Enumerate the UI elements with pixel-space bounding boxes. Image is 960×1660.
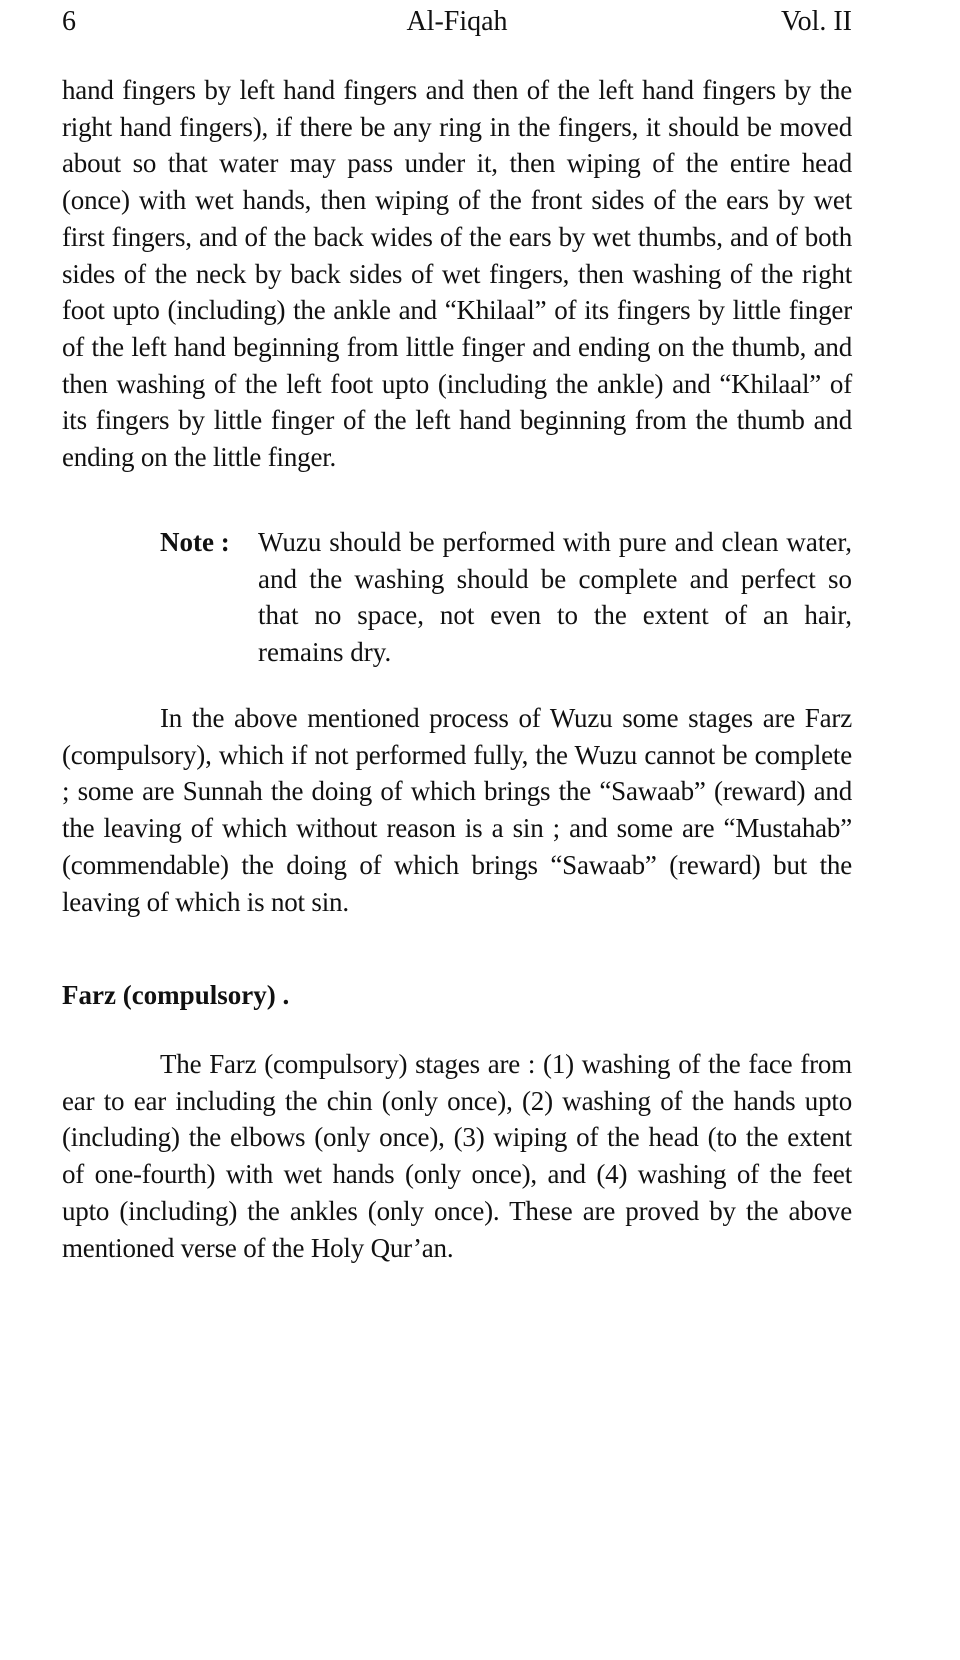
paragraph-wuzu-process: hand fingers by left hand fingers and then of the left hand fingers by the right hand fingers), if there be any ring in the fingers, it should be moved about so that water may pass under it, then wiping of the entire head (once) with wet hands, then wiping of the front sides of the ears by wet first fingers, and of the back wides of the ears by wet thumbs, and of both sides of the neck by back sides of wet fingers, then washing of the right foot upto (including) the ankle and “Khilaal” of its fingers by little finger of the left hand beginning from little finger and ending on the thumb, and then washing of the left foot upto (including the ankle) and “Khilaal” of its fingers by little finger of the left hand beginning from the thumb and ending on the little finger. — [62, 75, 852, 473]
running-header — [62, 2, 852, 42]
note-text: Wuzu should be performed with pure and clean water, and the washing should be complete and perfect so that no space, not even to the extent of an hair, remains dry. — [258, 527, 852, 667]
volume-label: Vol. II — [780, 6, 852, 37]
paragraph-farz-stages: The Farz (compulsory) stages are : (1) washing of the face from ear to ear including the chin (only once), (2) washing of the hands upto (including) the elbows (only once), (3) wiping of the head (to the extent of one-fourth) with wet hands (only once), and (4) washing of the feet upto (including) the ankles (only once). These are proved by the above mentioned verse of the Holy Qur’an. — [62, 1049, 852, 1263]
section-heading: Farz (compulsory) . — [62, 980, 290, 1010]
paragraph-stages: In the above mentioned process of Wuzu some stages are Farz (compulsory), which if not performed fully, the Wuzu cannot be complete ; some are Sunnah the doing of which brings the “Sawaab” (reward) and the leaving of which without reason is a sin ; and some are “Mustahab” (commendable) the doing of which brings “Sawaab” (reward) but the leaving of which is not sin. — [62, 703, 852, 917]
page-number: 6 — [62, 6, 76, 37]
note-block — [160, 524, 852, 670]
book-title: Al-Fiqah — [406, 6, 508, 37]
note-label: Note : — [160, 527, 230, 557]
